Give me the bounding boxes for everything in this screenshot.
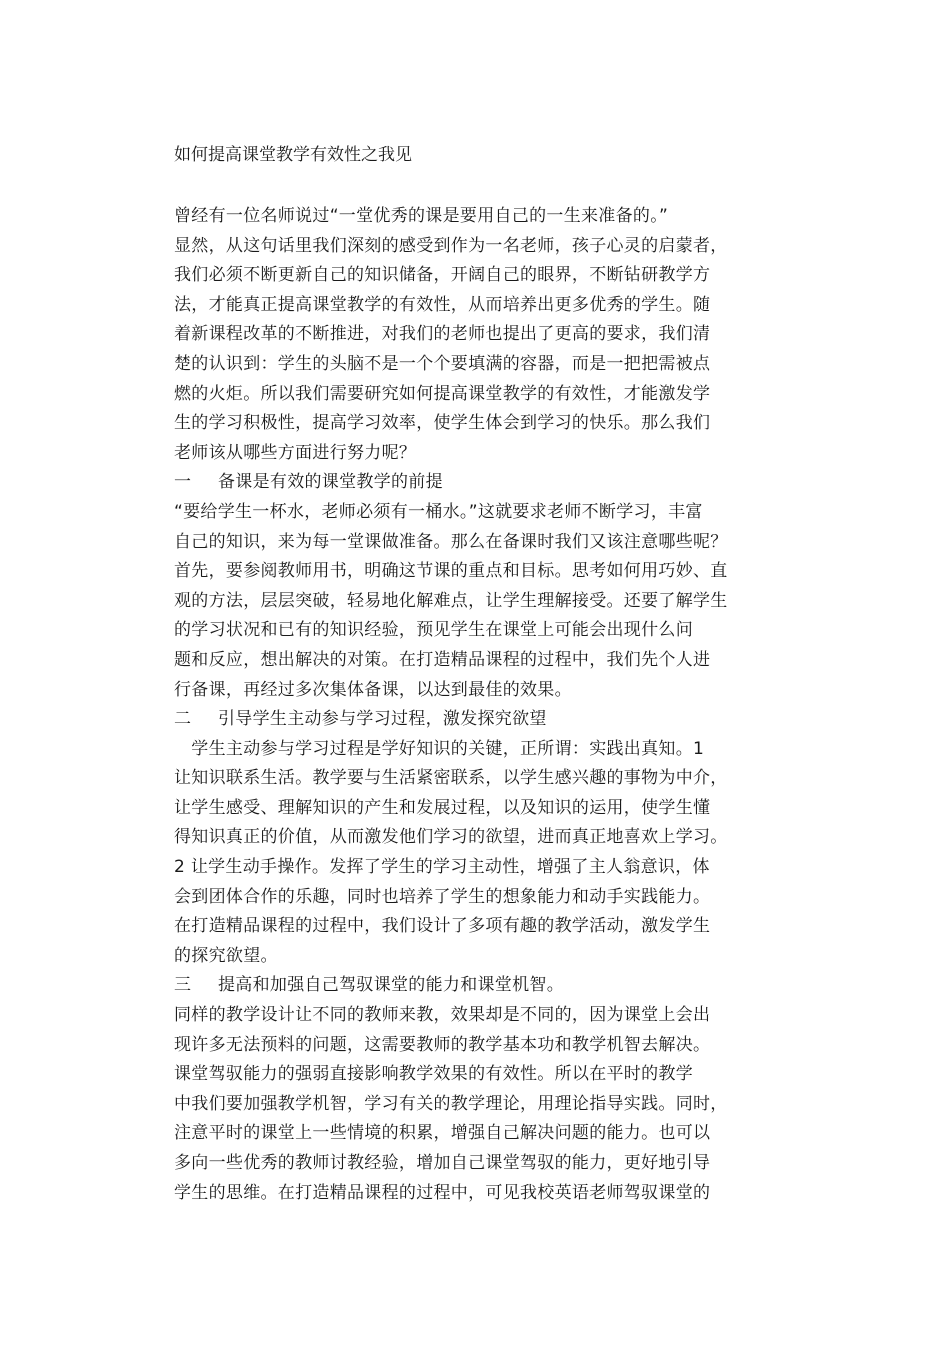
section-1-paragraph — [174, 498, 814, 705]
text-line: 学生的思维。在打造精品课程的过程中，可见我校英语老师驾驭课堂的 — [174, 1182, 711, 1203]
text-line: 生的学习积极性，提高学习效率，使学生体会到学习的快乐。那么我们 — [174, 413, 711, 434]
text-line: 让学生感受、理解知识的产生和发展过程，以及知识的运用，使学生懂 — [174, 797, 711, 818]
section-number: 三 — [174, 975, 192, 996]
text-line: 首先，要参阅教师用书，明确这节课的重点和目标。思考如何用巧妙、直 — [174, 561, 728, 582]
text-line: 课堂驾驭能力的强弱直接影响教学效果的有效性。所以在平时的教学 — [174, 1064, 693, 1085]
text-line: 的探究欲望。 — [174, 945, 278, 966]
text-line: “要给学生一杯水，老师必须有一桶水。”这就要求老师不断学习，丰富 — [174, 501, 703, 522]
text-line: 同样的教学设计让不同的教师来教，效果却是不同的，因为课堂上会出 — [174, 1005, 711, 1026]
text-line: 注意平时的课堂上一些情境的积累，增强自己解决问题的能力。也可以 — [174, 1123, 711, 1144]
section-2-paragraph — [174, 735, 814, 972]
text-line: 中我们要加强教学机智，学习有关的教学理论，用理论指导实践。同时， — [174, 1093, 728, 1114]
section-heading-3 — [174, 971, 814, 1001]
section-heading-2 — [174, 705, 814, 735]
text-line: 的学习状况和已有的知识经验，预见学生在课堂上可能会出现什么问 — [174, 620, 693, 641]
text-line: 法，才能真正提高课堂教学的有效性，从而培养出更多优秀的学生。随 — [174, 294, 711, 315]
section-number: 一 — [174, 472, 192, 493]
text-line: 楚的认识到：学生的头脑不是一个个要填满的容器，而是一把把需被点 — [174, 353, 711, 374]
text-line: 我们必须不断更新自己的知识储备，开阔自己的眼界，不断钻研教学方 — [174, 265, 711, 286]
text-line: 让知识联系生活。教学要与生活紧密联系，以学生感兴趣的事物为中介， — [174, 768, 728, 789]
section-title: 引导学生主动参与学习过程，激发探究欲望 — [218, 709, 547, 730]
text-line: 多向一些优秀的教师讨教经验，增加自己课堂驾驭的能力，更好地引导 — [174, 1153, 711, 1173]
text-line: 行备课，再经过多次集体备课，以达到最佳的效果。 — [174, 679, 572, 700]
text-line: 老师该从哪些方面进行努力呢？ — [174, 442, 417, 463]
document-title: 如何提高课堂教学有效性之我见 — [174, 145, 412, 165]
text-line: 自己的知识，来为每一堂课做准备。那么在备课时我们又该注意哪些呢？ — [174, 531, 728, 552]
intro-paragraph — [174, 202, 814, 468]
text-line: 观的方法，层层突破，轻易地化解难点，让学生理解接受。还要了解学生 — [174, 590, 728, 611]
section-title: 提高和加强自己驾驭课堂的能力和课堂机智。 — [218, 975, 564, 996]
text-line: 得知识真正的价值，从而激发他们学习的欲望，进而真正地喜欢上学习。 — [174, 827, 728, 848]
document-page — [174, 140, 814, 1208]
section-3-paragraph — [174, 1001, 814, 1208]
text-line: 现许多无法预料的问题，这需要教师的教学基本功和教学机智去解决。 — [174, 1034, 711, 1055]
section-heading-1 — [174, 468, 814, 498]
section-number: 二 — [174, 709, 192, 730]
text-line: 曾经有一位名师说过“一堂优秀的课是要用自己的一生来准备的。” — [174, 206, 669, 226]
text-line: 学生主动参与学习过程是学好知识的关键，正所谓：实践出真知。1 — [174, 738, 705, 759]
text-line: 2 让学生动手操作。发挥了学生的学习主动性，增强了主人翁意识，体 — [174, 857, 710, 878]
text-line: 会到团体合作的乐趣，同时也培养了学生的想象能力和动手实践能力。 — [174, 886, 711, 907]
text-line: 题和反应，想出解决的对策。在打造精品课程的过程中，我们先个人进 — [174, 649, 711, 670]
text-line: 着新课程改革的不断推进，对我们的老师也提出了更高的要求，我们清 — [174, 324, 711, 345]
text-line: 显然，从这句话里我们深刻的感受到作为一名老师，孩子心灵的启蒙者， — [174, 235, 728, 256]
section-title: 备课是有效的课堂教学的前提 — [218, 472, 443, 493]
text-line: 在打造精品课程的过程中，我们设计了多项有趣的教学活动，激发学生 — [174, 916, 711, 937]
text-line: 燃的火炬。所以我们需要研究如何提高课堂教学的有效性，才能激发学 — [174, 383, 711, 404]
